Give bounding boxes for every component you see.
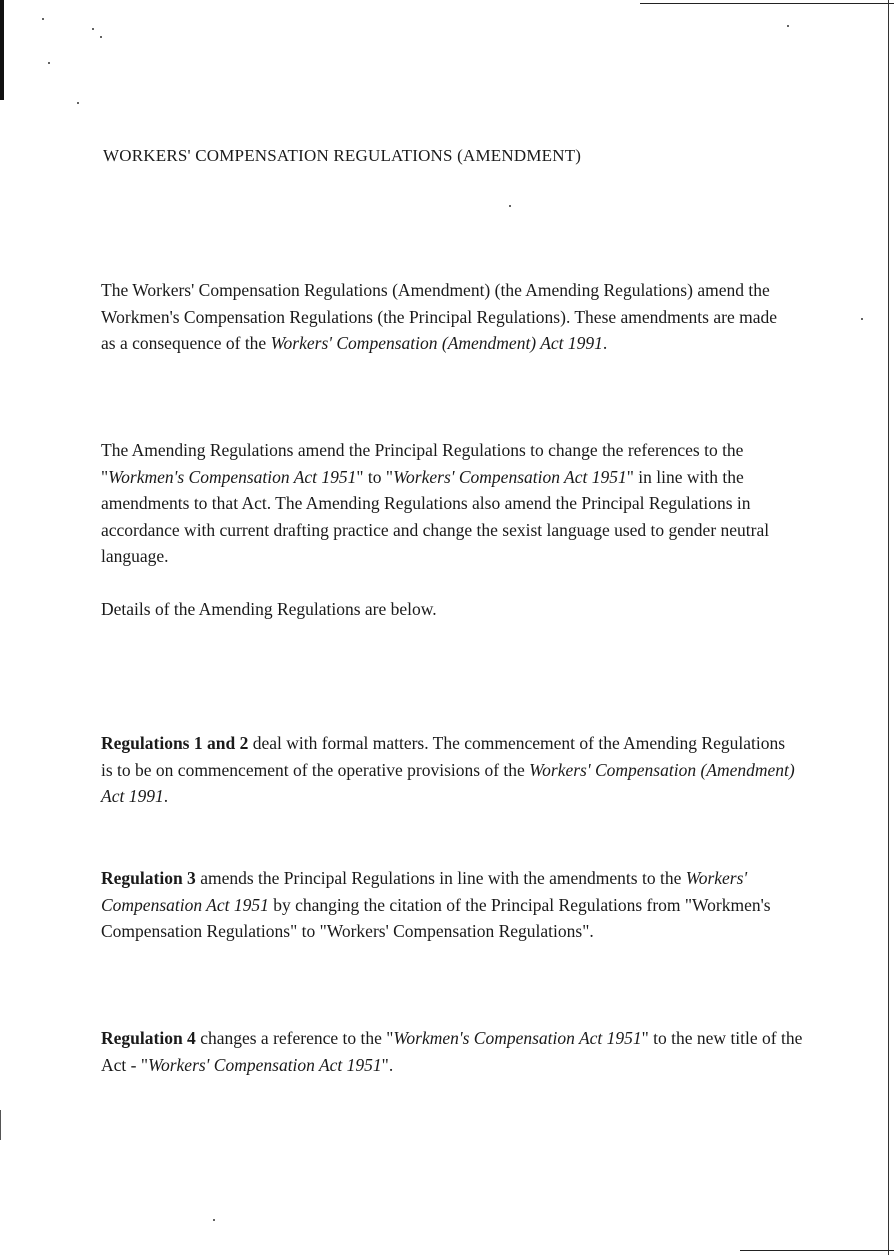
scan-speck: [509, 205, 511, 207]
paragraph-regulation-3: [101, 865, 819, 945]
text: The Workers' Compensation Regulations (Amendment) (the Amending Regulations) amend the Workmen's Compensation Regulations (the Principal Regulations). These amendments are made as a consequence of the: [101, 280, 777, 353]
text: amends the Principal Regulations in line with the amendments to the: [195, 868, 686, 888]
paragraph-regulation-4: [101, 1025, 821, 1078]
scan-speck: [100, 36, 102, 38]
act-title: Workers' Compensation Act 1951: [393, 466, 627, 487]
scan-speck: [92, 28, 94, 30]
scan-speck: [42, 18, 44, 20]
text: ".: [381, 1054, 394, 1075]
act-title: Workers' Compensation (Amendment) Act 1991: [101, 759, 795, 806]
scan-top-rule: [640, 3, 894, 4]
scan-speck: [787, 25, 789, 27]
text: The Amending Regulations amend the Principal Regulations to change the references to the ": [101, 440, 744, 487]
text: " to ": [356, 466, 394, 487]
scan-speck: [861, 318, 863, 320]
act-title: Workmen's Compensation Act 1951: [108, 466, 357, 487]
regulation-ref: Regulations 1 and 2: [101, 733, 249, 753]
text: by changing the citation of the Principal Regulations from "Workmen's Compensation Regulations" to "Workers' Compensation Regulations".: [101, 894, 771, 941]
text: " in line with the amendments to that Act. The Amending Regulations also amend the Principal Regulations in accordance with current drafting practice and change the sexist language used to gender neutral language.: [101, 466, 770, 566]
paragraph-references: [101, 437, 816, 570]
paragraph-regulations-1-2: [101, 730, 801, 810]
paragraph-details: Details of the Amending Regulations are below.: [101, 599, 437, 619]
text: " to the new title of the Act - ": [101, 1028, 803, 1075]
scan-speck: [213, 1219, 215, 1221]
page-title: WORKERS' COMPENSATION REGULATIONS (AMENDMENT): [103, 146, 582, 165]
text: .: [602, 333, 608, 353]
text: .: [163, 786, 169, 806]
text: changes a reference to the ": [195, 1028, 394, 1048]
act-title: Workers' Compensation Act 1951: [148, 1054, 382, 1075]
scan-bottom-rule: [740, 1250, 894, 1251]
scan-left-mark: [0, 1110, 1, 1140]
scan-left-edge: [0, 0, 4, 100]
paragraph-intro: [101, 277, 781, 357]
act-title: Workers' Compensation Act 1951: [101, 868, 748, 915]
regulation-ref: Regulation 3: [101, 868, 196, 888]
scan-speck: [77, 102, 79, 104]
scan-speck: [48, 62, 50, 64]
regulation-ref: Regulation 4: [101, 1028, 196, 1048]
scan-right-edge: [888, 0, 889, 1255]
act-title: Workers' Compensation (Amendment) Act 1991: [270, 333, 603, 353]
text: deal with formal matters. The commencement of the Amending Regulations is to be on commencement of the operative provisions of the: [101, 733, 786, 780]
act-title: Workmen's Compensation Act 1951: [393, 1028, 642, 1048]
